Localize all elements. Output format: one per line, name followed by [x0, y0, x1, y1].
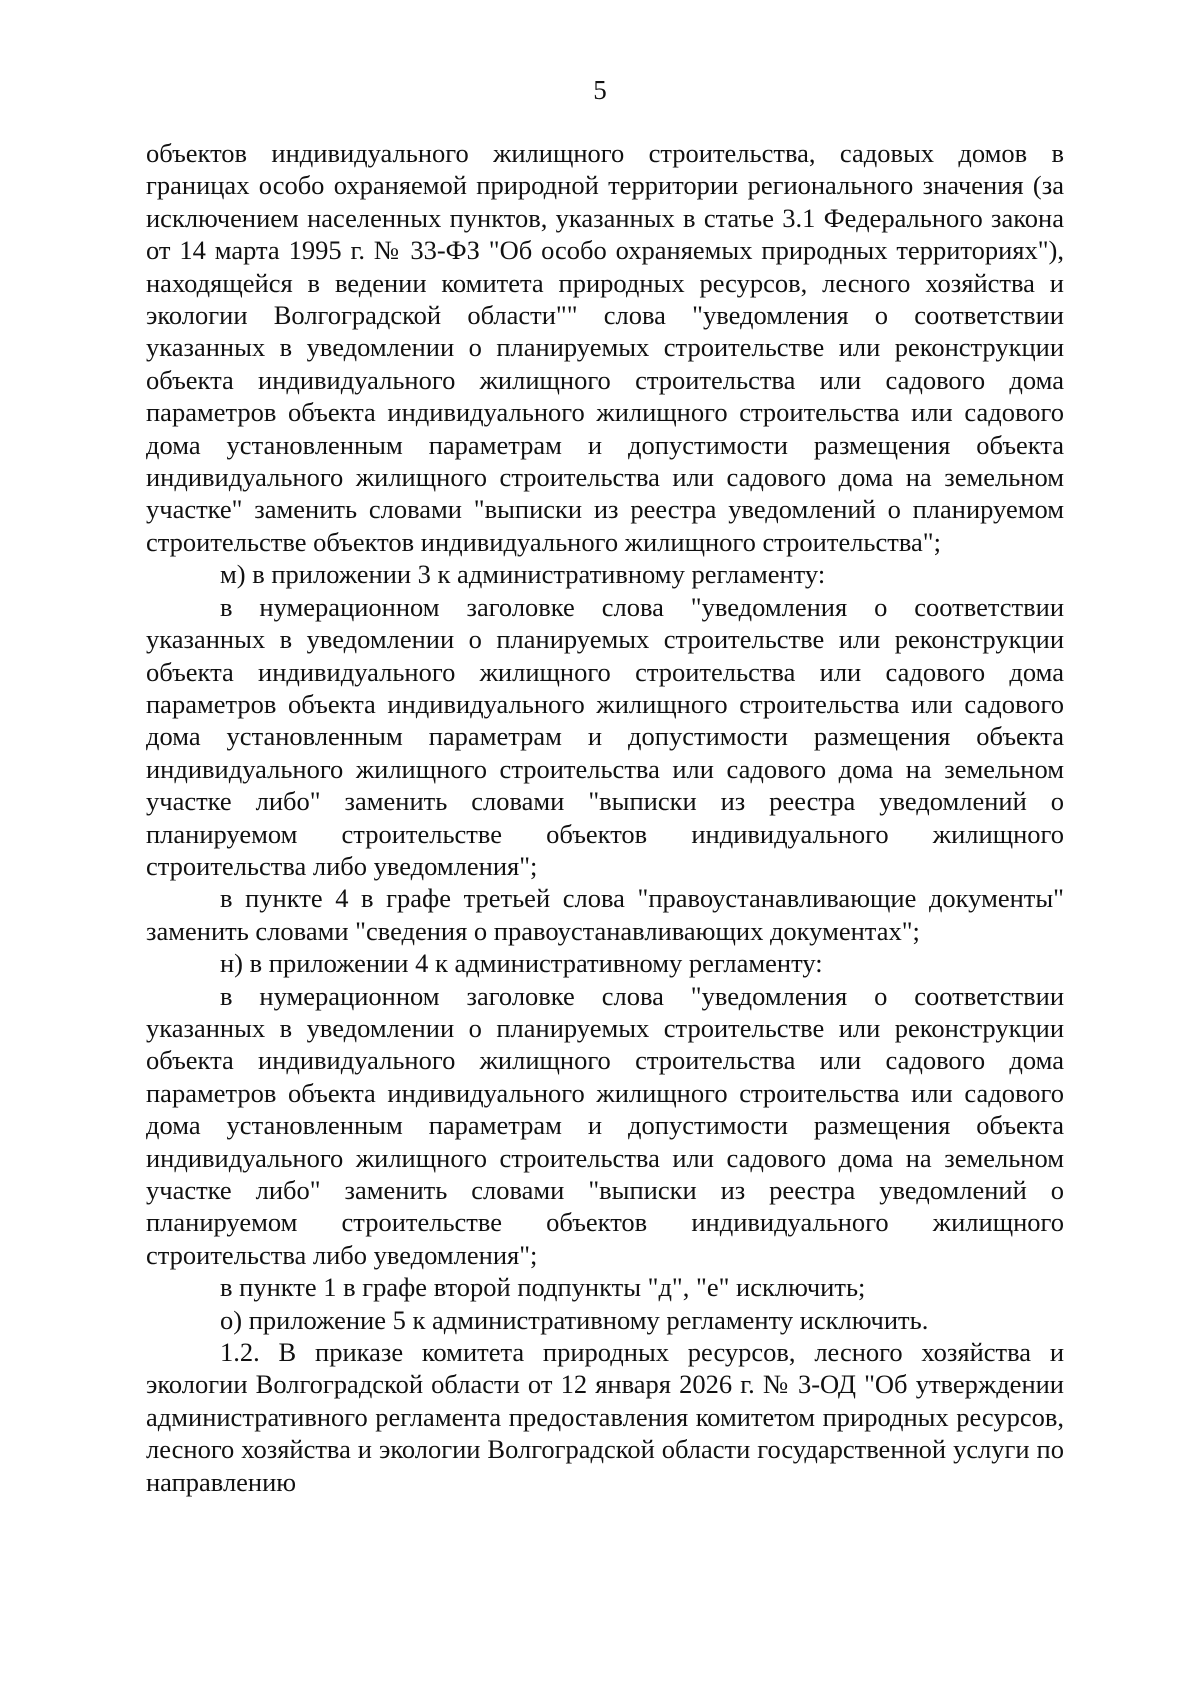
paragraph-item-n: н) в приложении 4 к административному регламенту: — [220, 948, 823, 979]
paragraph-m-point-4-change: в пункте 4 в графе третьей слова "правоустанавливающие документы" заменить словами "сведения о правоустанавливающих документах"; — [146, 883, 1064, 946]
paragraph-item-o: о) приложение 5 к административному регламенту исключить. — [220, 1304, 929, 1335]
paragraph-n-header-change: в нумерационном заголовке слова "уведомления о соответствии указанных в уведомлении о планируемых строительстве или реконструкции объекта индивидуального жилищного строительства или садового дома параметров объекта индивидуального жилищного строительства или садового дома установленным параметрам и допустимости размещения объекта индивидуального жилищного строительства или садового дома на земельном участке либо" заменить словами "выписки из реестра уведомлений о планируемом строительстве объектов индивидуального жилищного строительства либо уведомления"; — [146, 980, 1064, 1270]
paragraph-section-1-2: 1.2. В приказе комитета природных ресурсов, лесного хозяйства и экологии Волгоградской области от 12 января 2026 г. № 3-ОД "Об утверждении административного регламента предоставления комитетом природных ресурсов, лесного хозяйства и экологии Волгоградской области государственной услуги по направлению — [146, 1337, 1064, 1497]
paragraph-continuation: объектов индивидуального жилищного строительства, садовых домов в границах особо охраняемой природной территории регионального значения (за исключением населенных пунктов, указанных в статье 3.1 Федерального закона от 14 марта 1995 г. № 33-ФЗ "Об особо охраняемых природных территориях"), находящейся в ведении комитета природных ресурсов, лесного хозяйства и экологии Волгоградской области"" слова "уведомления о соответствии указанных в уведомлении о планируемых строительстве или реконструкции объекта индивидуального жилищного строительства или садового дома параметров объекта индивидуального жилищного строительства или садового дома установленным параметрам и допустимости размещения объекта индивидуального жилищного строительства или садового дома на земельном участке" заменить словами "выписки из реестра уведомлений о планируемом строительстве объектов индивидуального жилищного строительства"; — [146, 138, 1064, 557]
paragraph-item-m: м) в приложении 3 к административному регламенту: — [220, 559, 826, 590]
document-body — [146, 137, 1064, 1498]
paragraph-n-point-1-change: в пункте 1 в графе второй подпункты "д", "е" исключить; — [220, 1272, 866, 1303]
paragraph-m-header-change: в нумерационном заголовке слова "уведомления о соответствии указанных в уведомлении о планируемых строительстве или реконструкции объекта индивидуального жилищного строительства или садового дома параметров объекта индивидуального жилищного строительства или садового дома установленным параметрам и допустимости размещения объекта индивидуального жилищного строительства или садового дома на земельном участке либо" заменить словами "выписки из реестра уведомлений о планируемом строительстве объектов индивидуального жилищного строительства либо уведомления"; — [146, 591, 1064, 881]
page-number: 5 — [593, 75, 607, 105]
